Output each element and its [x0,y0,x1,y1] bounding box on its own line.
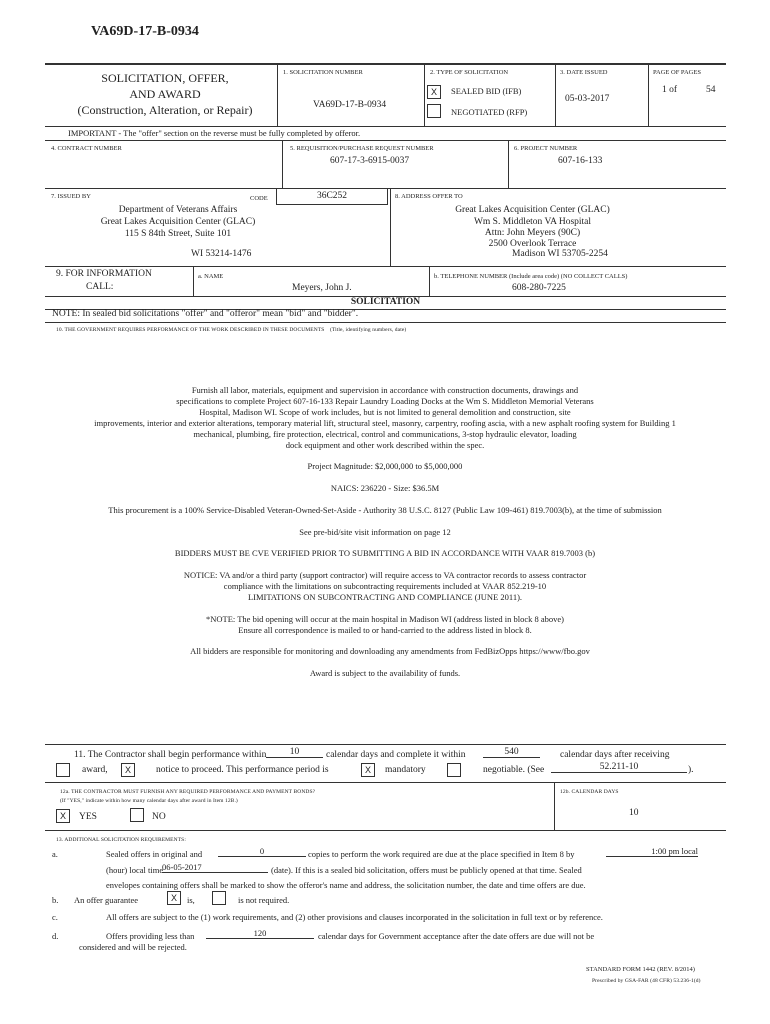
item11-top [45,744,726,745]
tel-value: 608-280-7225 [512,283,566,293]
ntp-checkbox[interactable]: X [121,763,135,777]
item13-label: 13. ADDITIONAL SOLICITATION REQUIREMENTS: [56,837,186,843]
mandatory-label: mandatory [385,765,426,775]
award-label: award, [82,765,108,775]
item13c-text: All offers are subject to the (1) work requirements, and (2) other provisions and clauses incorporated in the solicitation in full text or by reference. [106,912,603,922]
scope-line: Furnish all labor, materials, equipment and supervision in accordance with construction documents, drawings and [191,385,579,395]
funds-note: Award is subject to the availability of funds. [309,668,461,678]
header-divider-1 [277,64,278,126]
header-bottom [45,126,726,127]
page-number: 1 of [662,85,678,95]
item12a-label: 12a. THE CONTRACTOR MUST FURNISH ANY REQUIRED PERFORMANCE AND PAYMENT BONDS? [60,789,316,795]
pages-label: PAGE OF PAGES [653,69,701,76]
item12-divider [554,782,555,830]
sol-num-label: 1. SOLICITATION NUMBER [283,69,363,76]
item12a-sublabel: (If "YES," indicate within how many calendar days after award in Item 12B.) [60,798,238,804]
naics: NAICS: 236220 - Size: $36.5M [330,483,440,493]
bonds-yes-label: YES [79,812,97,822]
item13a-text-3: (hour) local time [106,865,164,875]
req-label: 5. REQUISITION/PURCHASE REQUEST NUMBER [290,145,434,152]
info-label-1: 9. FOR INFORMATION [56,269,152,279]
note-bottom [45,322,726,323]
item13a-text-5: envelopes containing offers shall be marked to show the offeror's name and address, the solicitation number, the date and time offers are due. [106,880,586,890]
item11-text-1: 11. The Contractor shall begin performance within [74,750,267,760]
form-number: STANDARD FORM 1442 (REV. 8/2014) [586,966,695,973]
scope-line: improvements, interior and exterior alterations, temporary material lift, structural steel, masonry, carpentry, roofing ascia, with a new asphalt roofing system for Building 1 [94,418,676,428]
ntp-label: notice to proceed. This performance period is [156,765,329,775]
item11-text-3: calendar days after receiving [560,750,670,760]
prebid-note: See pre-bid/site visit information on page 12 [299,527,451,537]
negotiated-label: NEGOTIATED (RFP) [451,107,528,117]
issued-line-3: 115 S 84th Street, Suite 101 [124,229,232,239]
date-value: 05-03-2017 [565,94,610,104]
clause-field[interactable]: 52.211-10 [551,762,687,773]
date-label: 3. DATE ISSUED [560,69,608,76]
complete-days-field[interactable]: 540 [483,747,540,758]
copies-field[interactable]: 0 [218,846,306,857]
issued-line-4: WI 53214-1476 [191,249,252,259]
item12b-value: 10 [629,808,639,818]
row9-divider-1 [193,266,194,296]
opening-line: *NOTE: The bid opening will occur at the main hospital in Madison WI (address listed in block 8 above) [205,614,565,624]
code-label: CODE [250,195,268,202]
item13d-letter: d. [52,931,59,941]
type-label: 2. TYPE OF SOLICITATION [430,69,509,76]
header-divider-3 [555,64,556,126]
item13c-letter: c. [52,912,58,922]
item11-bottom [45,782,726,783]
prescribed-by: Prescribed by GSA-FAR (48 CFR) 53.236-1(d) [592,978,701,984]
address-line-5: Madison WI 53705-2254 [512,249,608,259]
guarantee-not-checkbox[interactable] [212,891,226,905]
guarantee-is-checkbox[interactable]: X [167,891,181,905]
important-note: IMPORTANT - The "offer" section on the reverse must be fully completed by offeror. [68,128,361,138]
item13b-letter: b. [52,895,59,905]
item13a-text-4: (date). If this is a sealed bid solicitation, offers must be publicly opened at that time. Sealed [271,865,582,875]
document-id: VA69D-17-B-0934 [91,24,199,39]
req-value: 607-17-3-6915-0037 [330,156,410,166]
guarantee-not-label: is not required. [238,895,290,905]
code-value: 36C252 [276,189,388,205]
bidders-note: BIDDERS MUST BE CVE VERIFIED PRIOR TO SUBMITTING A BID IN ACCORDANCE WITH VAAR 819.7003 (b) [174,548,596,558]
name-value: Meyers, John J. [292,283,352,293]
issued-line-1: Department of Veterans Affairs [118,205,238,215]
sealed-bid-checkbox[interactable]: X [427,85,441,99]
top-border [45,63,726,65]
issued-label: 7. ISSUED BY [51,193,91,200]
header-divider-4 [648,64,649,126]
item10-label-sub: (Title, identifying numbers, date) [329,327,407,333]
project-value: 607-16-133 [558,156,603,166]
sol-num-value: VA69D-17-B-0934 [313,100,387,110]
scope-line: Hospital, Madison WI. Scope of work includes, but is not limited to general demolition and construction, site [199,407,571,417]
opening-line: Ensure all correspondence is mailed to or hand-carried to the address listed in block 8. [238,625,532,635]
item12b-label: 12b. CALENDAR DAYS [560,789,619,795]
address-line-3: Attn: John Meyers (90C) [484,228,581,238]
notice-line: compliance with the limitations on subcontracting requirements included at VAAR 852.219-10 [223,581,547,591]
sealed-bid-label: SEALED BID (IFB) [451,86,522,96]
scope-line: dock equipment and other work described within the spec. [285,440,485,450]
address-line-2: Wm S. Middleton VA Hospital [473,217,592,227]
item12-bottom [45,830,726,831]
project-magnitude: Project Magnitude: $2,000,000 to $5,000,000 [307,461,463,471]
solicitation-heading: SOLICITATION [350,297,421,307]
item10-label [56,327,406,333]
form-title-2: AND AWARD [129,87,201,101]
item10-label-main: 10. THE GOVERNMENT REQUIRES PERFORMANCE OF THE WORK DESCRIBED IN THESE DOCUMENTS [56,327,325,333]
item13a-text-1: Sealed offers in original and [106,849,203,859]
negotiated-checkbox[interactable] [427,104,441,118]
name-label: a. NAME [198,273,224,280]
row4-divider-1 [282,140,283,188]
mandatory-checkbox[interactable]: X [361,763,375,777]
address-line-1: Great Lakes Acquisition Center (GLAC) [455,205,610,215]
page-count: 54 [706,85,716,95]
negotiable-checkbox[interactable] [447,763,461,777]
scope-line: specifications to complete Project 607-16-133 Repair Laundry Loading Docks at the Wm S. Middleton Memorial Veterans [176,396,594,406]
item13d-text-3: considered and will be rejected. [79,942,187,952]
item11-text-2: calendar days and complete it within [326,750,466,760]
notice-line: LIMITATIONS ON SUBCONTRACTING AND COMPLIANCE (JUNE 2011). [247,592,523,602]
procurement-note: This procurement is a 100% Service-Disabled Veteran-Owned-Set-Aside - Authority 38 U.S.C. 8127 (Public Law 109-461) 819.7003(b), at the time of submission [108,505,662,515]
bonds-no-checkbox[interactable] [130,808,144,822]
bonds-yes-checkbox[interactable]: X [56,809,70,823]
important-bottom [45,140,726,141]
address-label: 8. ADDRESS OFFER TO [395,193,463,200]
notice-line: NOTICE: VA and/or a third party (support contractor) will require access to VA contractor records to assess contractor [183,570,587,580]
contract-label: 4. CONTRACT NUMBER [51,145,122,152]
tel-label: b. TELEPHONE NUMBER (Include area code) (NO COLLECT CALLS) [434,273,628,280]
begin-days-field[interactable]: 10 [266,747,323,758]
item13b-text-1: An offer guarantee [74,895,139,905]
form-title-1: SOLICITATION, OFFER, [101,71,229,85]
header-divider-2 [424,64,425,126]
item13a-letter: a. [52,849,58,859]
scope-line: mechanical, plumbing, fire protection, electrical, control and communications, 3-stop hydraulic elevator, loading [193,429,577,439]
due-date-field[interactable]: 06-05-2017 [162,862,268,873]
project-label: 6. PROJECT NUMBER [514,145,578,152]
row4-divider-2 [508,140,509,188]
guarantee-is-label: is, [187,895,195,905]
award-checkbox[interactable] [56,763,70,777]
sealed-bid-note: NOTE: In sealed bid solicitations "offer" and "offeror" mean "bid" and "bidder". [52,309,359,319]
item13a-text-2: copies to perform the work required are due at the place specified in Item 8 by [308,849,575,859]
row7-divider [390,188,391,266]
info-label-2: CALL: [86,282,114,292]
row7-bottom [45,266,726,267]
fbo-note: All bidders are responsible for monitoring and downloading any amendments from FedBizOpps https://www/fbo.gov [190,646,590,656]
item11-end: ). [688,765,694,775]
form-title-3: (Construction, Alteration, or Repair) [77,103,253,117]
item13d-text-2: calendar days for Government acceptance after the date offers are due will not be [318,931,595,941]
due-time-field[interactable]: 1:00 pm local [606,846,698,857]
item13d-text-1: Offers providing less than [106,931,195,941]
negotiable-label: negotiable. (See [483,765,545,775]
address-line-4: 2500 Overlook Terrace [488,239,577,249]
issued-line-2: Great Lakes Acquisition Center (GLAC) [100,217,256,227]
acceptance-days-field[interactable]: 120 [206,928,314,939]
row9-divider-2 [429,266,430,296]
bonds-no-label: NO [152,812,166,822]
